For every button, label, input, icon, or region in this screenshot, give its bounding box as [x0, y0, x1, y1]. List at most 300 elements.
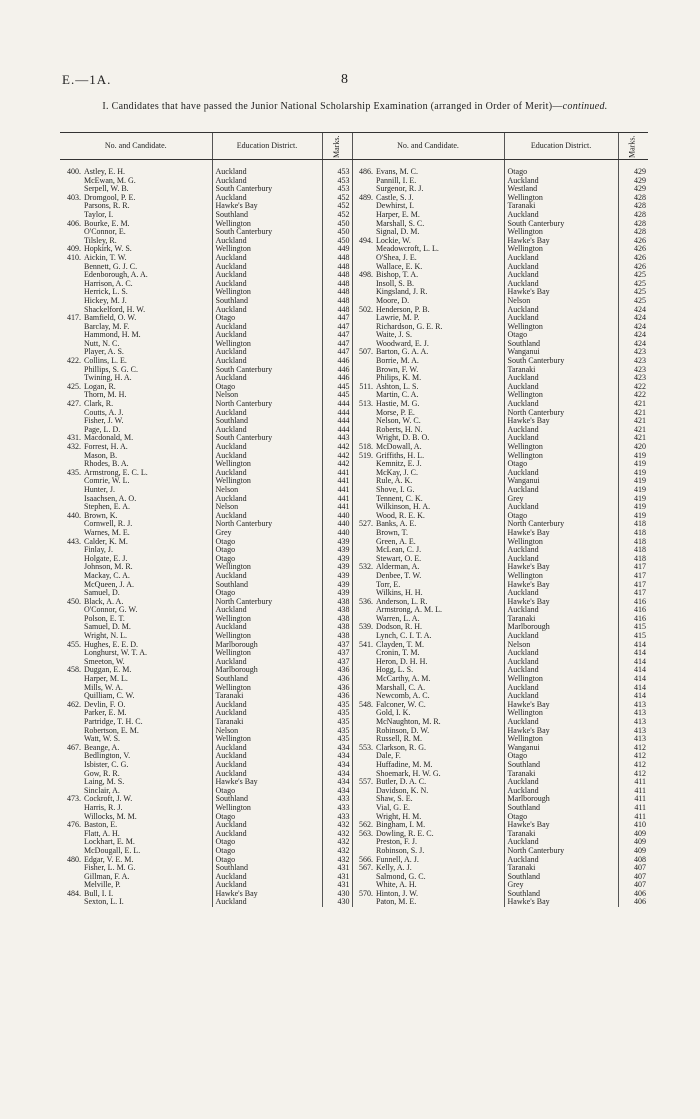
rank-number — [352, 254, 376, 263]
header-marks-right: Marks. — [618, 133, 648, 160]
rank-number — [60, 881, 84, 890]
marks-value: 419 — [618, 503, 648, 512]
education-district: Taranaki — [504, 366, 618, 375]
education-district: Auckland — [212, 821, 322, 830]
rank-number: 532. — [352, 563, 376, 572]
education-district: Wellington — [504, 675, 618, 684]
candidate-name: Hunter, J. — [84, 485, 116, 494]
education-district: Auckland — [212, 271, 322, 280]
rank-number — [60, 830, 84, 839]
table-row — [60, 701, 648, 710]
education-district: Southland — [212, 417, 322, 426]
marks-value: 414 — [618, 658, 648, 667]
rank-number — [60, 563, 84, 572]
education-district: Wellington — [504, 538, 618, 547]
candidate-name: Wilkinson, H. A. — [376, 503, 431, 512]
table-row — [60, 340, 648, 349]
marks-value: 447 — [322, 323, 352, 332]
marks-value: 434 — [322, 761, 352, 770]
marks-value: 435 — [322, 735, 352, 744]
candidate-name: Edenborough, A. A. — [84, 271, 148, 280]
candidate-name: Wright, H. M. — [376, 812, 422, 821]
table-row — [60, 581, 648, 590]
marks-value: 430 — [322, 898, 352, 907]
rank-number: 507. — [352, 348, 376, 357]
marks-value: 439 — [322, 546, 352, 555]
candidate-name: Rhodes, B. A. — [84, 460, 129, 469]
rank-number: 570. — [352, 890, 376, 899]
marks-value: 409 — [618, 838, 648, 847]
marks-value: 413 — [618, 718, 648, 727]
rank-number — [60, 306, 84, 315]
rank-number — [60, 847, 84, 856]
rank-number: 403. — [67, 193, 81, 202]
rank-number — [60, 452, 84, 461]
education-district: Hawke's Bay — [212, 890, 322, 899]
rank-number — [60, 477, 84, 486]
candidate-name: Moore, D. — [376, 296, 410, 305]
marks-value: 426 — [618, 245, 648, 254]
candidate-name: Aickin, T. W. — [84, 253, 127, 262]
rank-number — [60, 374, 84, 383]
marks-value: 413 — [618, 701, 648, 710]
rank-number — [352, 632, 376, 641]
marks-value: 416 — [618, 606, 648, 615]
education-district: Wellington — [212, 220, 322, 229]
table-row — [60, 452, 648, 461]
marks-value: 435 — [322, 718, 352, 727]
education-district: Wellington — [212, 563, 322, 572]
table-row — [60, 873, 648, 882]
marks-value: 438 — [322, 606, 352, 615]
table-row — [60, 288, 648, 297]
marks-value: 435 — [322, 709, 352, 718]
table-row — [60, 890, 648, 899]
education-district: Auckland — [212, 177, 322, 186]
rank-number — [60, 237, 84, 246]
page-number: 8 — [341, 72, 348, 87]
candidate-name: Isaachsen, A. O. — [84, 494, 137, 503]
candidate-name: Thorn, M. H. — [84, 391, 127, 400]
marks-value: 423 — [618, 366, 648, 375]
education-district: Auckland — [504, 856, 618, 865]
education-district: Otago — [212, 838, 322, 847]
rank-number — [60, 288, 84, 297]
marks-value: 419 — [618, 460, 648, 469]
candidate-name: McCarthy, A. M. — [376, 675, 431, 684]
education-district: Hawke's Bay — [504, 581, 618, 590]
candidate-name: Sinclair, A. — [84, 786, 120, 795]
candidate-name: Cockroft, J. W. — [84, 795, 133, 804]
marks-value: 433 — [322, 795, 352, 804]
marks-value: 448 — [322, 254, 352, 263]
candidate-name: Wright, N. L. — [84, 632, 128, 641]
marks-value: 438 — [322, 623, 352, 632]
marks-value: 439 — [322, 538, 352, 547]
marks-value: 426 — [618, 237, 648, 246]
header-name-left: No. and Candidate. — [60, 133, 212, 160]
candidate-name: Signal, D. M. — [376, 228, 420, 237]
candidate-name: Bourke, E. M. — [84, 219, 130, 228]
rank-number — [352, 847, 376, 856]
candidate-name: Kemnitz, E. J. — [376, 460, 422, 469]
candidate-name: Nutt, N. C. — [84, 339, 120, 348]
candidate-name: Polson, E. T. — [84, 614, 125, 623]
education-district: Auckland — [212, 348, 322, 357]
education-district: Taranaki — [212, 692, 322, 701]
rank-number — [60, 813, 84, 822]
rank-number — [60, 752, 84, 761]
rank-number — [352, 538, 376, 547]
marks-value: 453 — [322, 160, 352, 177]
candidate-name: Brown, T. — [376, 528, 408, 537]
table-row — [60, 847, 648, 856]
rank-number — [352, 211, 376, 220]
rank-number — [352, 658, 376, 667]
marks-value: 408 — [618, 856, 648, 865]
table-row — [60, 838, 648, 847]
education-district: North Canterbury — [212, 400, 322, 409]
education-district: Auckland — [504, 555, 618, 564]
marks-value: 448 — [322, 288, 352, 297]
rank-number: 443. — [67, 537, 81, 546]
marks-value: 432 — [322, 847, 352, 856]
education-district: Hawke's Bay — [504, 288, 618, 297]
marks-value: 417 — [618, 589, 648, 598]
rank-number — [60, 898, 84, 907]
education-district: Auckland — [212, 452, 322, 461]
candidate-name: McDougall, E. L. — [84, 846, 141, 855]
education-district: Otago — [212, 383, 322, 392]
education-district: Auckland — [212, 623, 322, 632]
table-row — [60, 323, 648, 332]
rank-number: 455. — [67, 640, 81, 649]
education-district: Southland — [504, 890, 618, 899]
education-district: Auckland — [504, 546, 618, 555]
candidate-name: O'Connor, G. W. — [84, 606, 138, 615]
education-district: North Canterbury — [504, 520, 618, 529]
education-district: Hawke's Bay — [504, 898, 618, 907]
rank-number — [352, 314, 376, 323]
education-district: Auckland — [212, 323, 322, 332]
education-district: Taranaki — [504, 615, 618, 624]
marks-value: 436 — [322, 666, 352, 675]
education-district: Marlborough — [212, 666, 322, 675]
rank-number — [352, 873, 376, 882]
education-district: Marlborough — [504, 795, 618, 804]
education-district: Auckland — [212, 237, 322, 246]
marks-value: 439 — [322, 563, 352, 572]
marks-value: 444 — [322, 426, 352, 435]
rank-number — [60, 426, 84, 435]
education-district: Auckland — [212, 280, 322, 289]
candidate-name: Insoll, S. B. — [376, 279, 415, 288]
education-district: Grey — [504, 495, 618, 504]
candidate-name: Hopkirk, W. S. — [84, 245, 132, 254]
candidate-name: Hogg, L. S. — [376, 666, 414, 675]
marks-value: 414 — [618, 666, 648, 675]
rank-number — [60, 804, 84, 813]
marks-value: 426 — [618, 254, 648, 263]
candidate-name: Hinton, J. W. — [376, 889, 419, 898]
rank-number: 431. — [67, 434, 81, 443]
rank-number: 566. — [352, 856, 376, 865]
rank-number — [352, 434, 376, 443]
table-row — [60, 409, 648, 418]
education-district: Auckland — [504, 787, 618, 796]
rank-number — [60, 185, 84, 194]
marks-value: 447 — [322, 340, 352, 349]
rank-number — [60, 718, 84, 727]
rank-number: 406. — [67, 219, 81, 228]
candidate-name: Clarkson, R. G. — [376, 743, 427, 752]
candidate-name: Quilliam, C. W. — [84, 692, 135, 701]
candidate-name: Funnell, A. J. — [376, 855, 419, 864]
rank-number — [60, 323, 84, 332]
candidate-name: Evans, M. C. — [376, 167, 419, 176]
education-district: Auckland — [212, 761, 322, 770]
marks-value: 419 — [618, 486, 648, 495]
rank-number — [352, 752, 376, 761]
education-district: Wellington — [212, 245, 322, 254]
rank-number — [60, 348, 84, 357]
rank-number — [60, 555, 84, 564]
education-district: Taranaki — [504, 202, 618, 211]
rank-number — [60, 684, 84, 693]
education-district: Auckland — [212, 606, 322, 615]
rank-number: 480. — [67, 855, 81, 864]
education-district: Wellington — [504, 323, 618, 332]
rank-number — [60, 770, 84, 779]
candidate-name: Parker, E. M. — [84, 709, 127, 718]
candidate-name: Bishop, T. A. — [376, 271, 419, 280]
education-district: Southland — [504, 804, 618, 813]
candidate-name: O'Connor, E. — [84, 228, 126, 237]
rank-number — [60, 340, 84, 349]
candidate-name: Heron, D. H. H. — [376, 657, 428, 666]
marks-value: 450 — [322, 228, 352, 237]
marks-value: 421 — [618, 400, 648, 409]
rank-number — [352, 202, 376, 211]
table-row — [60, 692, 648, 701]
candidate-name: Banks, A. E. — [376, 520, 417, 529]
education-district: Wellington — [212, 649, 322, 658]
rank-number — [352, 331, 376, 340]
candidate-name: Melville, P. — [84, 881, 121, 890]
candidate-name: Partridge, T. H. C. — [84, 718, 143, 726]
education-district: Auckland — [504, 177, 618, 186]
education-district: Auckland — [504, 211, 618, 220]
marks-value: 450 — [322, 220, 352, 229]
education-district: Otago — [212, 856, 322, 865]
table-header — [60, 133, 648, 160]
candidate-name: Holgate, E. J. — [84, 554, 128, 563]
table-row — [60, 830, 648, 839]
education-district: Auckland — [212, 830, 322, 839]
education-district: Auckland — [504, 718, 618, 727]
marks-value: 415 — [618, 623, 648, 632]
table-row — [60, 546, 648, 555]
education-district: Otago — [504, 813, 618, 822]
rank-number — [352, 366, 376, 375]
table-row — [60, 563, 648, 572]
marks-value: 434 — [322, 744, 352, 753]
education-district: Auckland — [504, 503, 618, 512]
marks-value: 423 — [618, 348, 648, 357]
candidate-name: Denbee, T. W. — [376, 571, 422, 580]
rank-number — [352, 417, 376, 426]
rank-number — [60, 658, 84, 667]
education-district: Auckland — [212, 357, 322, 366]
rank-number — [352, 727, 376, 736]
rank-number — [60, 417, 84, 426]
rank-number: 539. — [352, 623, 376, 632]
marks-value: 418 — [618, 546, 648, 555]
candidate-name: Fisher, L. M. G. — [84, 864, 136, 873]
education-district: Nelson — [212, 503, 322, 512]
candidate-name: Mackay, C. A. — [84, 571, 130, 580]
candidate-name: McLean, C. J. — [376, 546, 422, 555]
candidate-name: Duggan, E. M. — [84, 666, 132, 675]
candidate-name: Isbister, C. G. — [84, 760, 129, 769]
table-row — [60, 314, 648, 323]
candidate-name: Huffadine, M. M. — [376, 760, 433, 769]
marks-value: 413 — [618, 735, 648, 744]
candidate-name: Logan, R. — [84, 382, 116, 391]
table-row — [60, 709, 648, 718]
education-district: Auckland — [504, 658, 618, 667]
table-row — [60, 778, 648, 787]
candidate-name: Forrest, H. A. — [84, 443, 128, 451]
marks-value: 412 — [618, 744, 648, 753]
education-district: North Canterbury — [504, 847, 618, 856]
marks-value: 432 — [322, 838, 352, 847]
table-row — [60, 572, 648, 581]
candidate-name: Pannill, I. E. — [376, 176, 417, 185]
marks-value: 450 — [322, 237, 352, 246]
rank-number — [60, 787, 84, 796]
table-row — [60, 503, 648, 512]
table-row — [60, 735, 648, 744]
candidate-name: Russell, R. M. — [376, 735, 423, 744]
table-row — [60, 245, 648, 254]
marks-value: 424 — [618, 340, 648, 349]
education-district: Wellington — [504, 452, 618, 461]
candidate-name: Samuel, D. — [84, 589, 120, 598]
candidate-name: Finlay, J. — [84, 546, 114, 555]
rank-number — [352, 323, 376, 332]
table-row — [60, 194, 648, 203]
table-row — [60, 280, 648, 289]
table-row — [60, 615, 648, 624]
candidate-name: Borrie, M. A. — [376, 357, 419, 366]
education-district: Auckland — [212, 873, 322, 882]
marks-value: 447 — [322, 348, 352, 357]
candidate-name: Harris, R. J. — [84, 803, 123, 812]
header-district-right: Education District. — [504, 133, 618, 160]
rank-number — [352, 469, 376, 478]
marks-value: 414 — [618, 641, 648, 650]
candidate-name: Dodson, R. H. — [376, 623, 423, 632]
candidate-name: Mills, W. A. — [84, 683, 123, 692]
candidate-name: Calder, K. M. — [84, 537, 128, 546]
education-district: Otago — [504, 460, 618, 469]
table-row — [60, 348, 648, 357]
marks-value: 448 — [322, 280, 352, 289]
marks-value: 446 — [322, 357, 352, 366]
table-row — [60, 649, 648, 658]
education-district: Auckland — [212, 744, 322, 753]
marks-value: 429 — [618, 185, 648, 194]
education-district: Auckland — [504, 374, 618, 383]
education-district: Otago — [212, 813, 322, 822]
education-district: Auckland — [212, 409, 322, 418]
rank-number: 458. — [67, 666, 81, 675]
candidate-name: Black, A. A. — [84, 597, 124, 606]
education-district: Wanganui — [504, 744, 618, 753]
candidate-name: Waite, J. S. — [376, 331, 413, 340]
rank-number — [352, 838, 376, 847]
education-district: Hawke's Bay — [504, 529, 618, 538]
candidate-name: Ashton, L. S. — [376, 382, 419, 391]
marks-value: 407 — [618, 864, 648, 873]
rank-number — [352, 804, 376, 813]
education-district: Wellington — [504, 194, 618, 203]
education-district: Auckland — [504, 426, 618, 435]
rank-number — [352, 374, 376, 383]
education-district: Otago — [504, 512, 618, 521]
education-district: Wellington — [212, 460, 322, 469]
education-district: Auckland — [504, 838, 618, 847]
education-district: Auckland — [504, 589, 618, 598]
candidate-name: Lawrie, M. P. — [376, 314, 420, 323]
education-district: Otago — [212, 538, 322, 547]
education-district: Otago — [212, 847, 322, 856]
marks-value: 441 — [322, 503, 352, 512]
table-row — [60, 804, 648, 813]
candidate-name: Roberts, H. N. — [376, 425, 423, 434]
education-district: Auckland — [212, 306, 322, 315]
education-district: North Canterbury — [504, 409, 618, 418]
candidate-name: Devlin, F. O. — [84, 700, 126, 709]
candidate-name: Bamfield, O. W. — [84, 314, 137, 323]
rank-number — [60, 623, 84, 632]
education-district: Wellington — [212, 632, 322, 641]
education-district: Wellington — [212, 684, 322, 693]
education-district: North Canterbury — [212, 520, 322, 529]
rank-number — [352, 495, 376, 504]
marks-value: 437 — [322, 641, 352, 650]
marks-value: 432 — [322, 830, 352, 839]
education-district: Auckland — [504, 666, 618, 675]
education-district: Otago — [212, 314, 322, 323]
education-district: Auckland — [504, 254, 618, 263]
candidate-name: Meadowcroft, L. L. — [376, 245, 439, 254]
education-district: Auckland — [212, 752, 322, 761]
rank-number — [60, 391, 84, 400]
education-district: Auckland — [504, 383, 618, 392]
marks-value: 442 — [322, 460, 352, 469]
rank-number: 567. — [352, 864, 376, 873]
marks-value: 440 — [322, 520, 352, 529]
table-row — [60, 520, 648, 529]
rank-number — [60, 606, 84, 615]
candidate-name: Harper, E. M. — [376, 210, 420, 219]
marks-value: 407 — [618, 873, 648, 882]
rank-number — [352, 692, 376, 701]
table-row — [60, 744, 648, 753]
rank-number — [60, 546, 84, 555]
